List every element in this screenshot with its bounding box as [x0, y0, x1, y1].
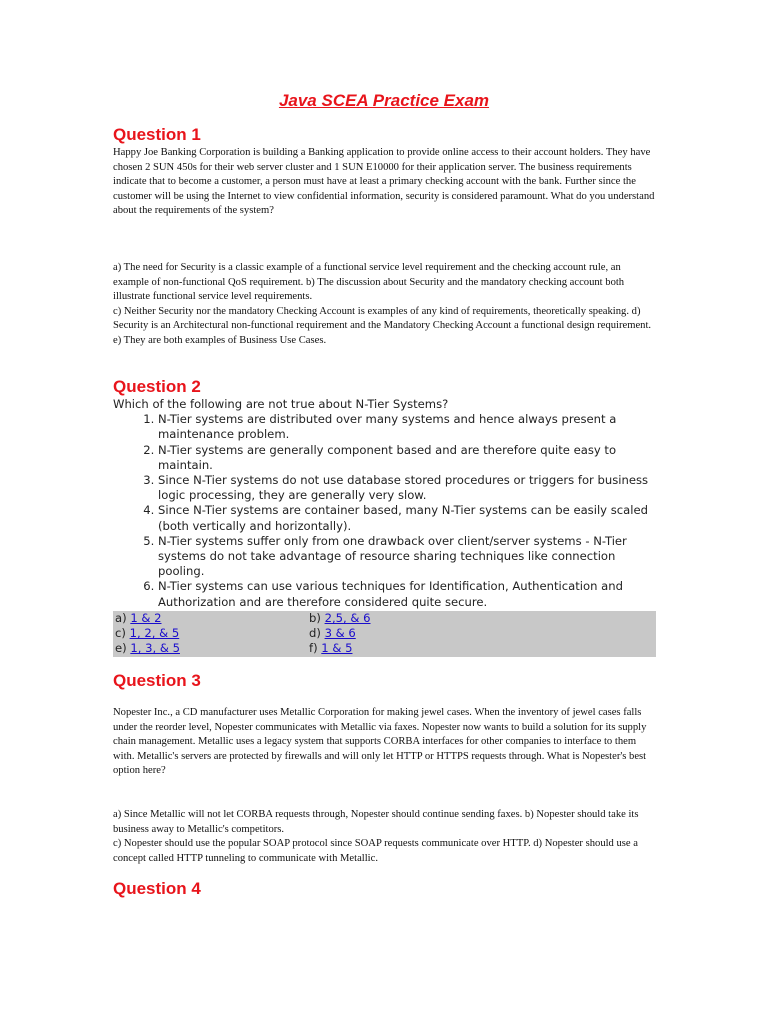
answer-f-link[interactable]: 1 & 5: [321, 641, 353, 656]
answer-letter: f): [309, 641, 318, 656]
list-item: 2. N-Tier systems are generally component based and are therefore quite easy to maintain.: [158, 443, 658, 473]
question-2-prompt: Which of the following are not true about N-Tier Systems?: [113, 397, 449, 411]
answer-e-link[interactable]: 1, 3, & 5: [130, 641, 180, 656]
question-3-option-ab: a) Since Metallic will not let CORBA requests through, Nopester should continue sending faxes. b) Nopester should take its business away to Metallic's competitors.: [113, 809, 639, 835]
question-1-option-e: e) They are both examples of Business Use Cases.: [113, 334, 327, 346]
list-item: 4. Since N-Tier systems are container based, many N-Tier systems can be easily scaled (both vertically and horizontally).: [158, 503, 658, 533]
answer-letter: c): [115, 626, 126, 641]
page-title: Java SCEA Practice Exam: [278, 91, 490, 110]
answer-a-link[interactable]: 1 & 2: [130, 611, 162, 625]
answer-b: [307, 611, 501, 626]
table-row: [113, 641, 656, 656]
question-3-text: [113, 706, 658, 779]
list-item: 6. N-Tier systems can use various techniques for Identification, Authentication and Authorization and are therefore considered quite secure.: [158, 579, 658, 609]
table-row: [113, 626, 656, 641]
question-2-answer-table: [113, 611, 656, 657]
answer-letter: a): [115, 611, 127, 625]
question-1-options: [113, 261, 658, 348]
answer-c-link[interactable]: 1, 2, & 5: [129, 626, 180, 641]
question-1-heading: Question 1: [113, 125, 201, 144]
question-2-list: [113, 412, 658, 610]
answer-a: [113, 611, 307, 626]
answer-letter: d): [309, 626, 321, 641]
table-row: [113, 611, 656, 626]
question-3-option-cd: c) Nopester should use the popular SOAP protocol since SOAP requests communicate over HTTP. d) Nopester should use a concept called HTTP tunneling to communicate with Metallic.: [113, 838, 638, 864]
question-2-heading: Question 2: [113, 377, 201, 396]
question-1-option-cd: c) Neither Security nor the mandatory Checking Account is examples of any kind of requirements, theoretically speaking. d) Security is an Architectural non-functional requirement and the Mandatory Checking Account a functional design requirement.: [113, 305, 652, 331]
question-4-heading: Question 4: [113, 879, 201, 898]
answer-f: [307, 641, 501, 656]
question-3-body: Nopester Inc., a CD manufacturer uses Metallic Corporation for making jewel cases. When the inventory of jewel cases falls under the reorder level, Nopester communicates with Metallic via faxes. Nopester now wants to build a solution for its supply chain management. Metallic uses a legacy system that supports CORBA interfaces for other companies to interface to them with. Metallic's servers are protected by firewalls and will only let HTTP or HTTPS requests through. What is Nopester's best option here?: [113, 707, 647, 776]
question-3-options: [113, 808, 658, 866]
list-item: 3. Since N-Tier systems do not use database stored procedures or triggers for business logic processing, they are generally very slow.: [158, 473, 658, 503]
list-item: 1. N-Tier systems are distributed over many systems and hence always present a maintenance problem.: [158, 412, 658, 442]
answer-d: [307, 626, 501, 641]
question-1-body: Happy Joe Banking Corporation is building a Banking application to provide online access to their account holders. They have chosen 2 SUN 450s for their web server cluster and 1 SUN E10000 for their application server. The business requirements indicate that to become a customer, a person must have at least a primary checking account with the bank. Further since the customer will be using the Internet to view confidential information, security is considered paramount. What do you understand about the requirements of the system?: [113, 147, 655, 216]
list-item: 5. N-Tier systems suffer only from one drawback over client/server systems - N-Tier systems do not take advantage of resource sharing techniques like connection pooling.: [158, 534, 658, 580]
answer-e: [113, 641, 307, 656]
answer-letter: e): [115, 641, 127, 656]
answer-c: [113, 626, 307, 641]
answer-b-link[interactable]: 2,5, & 6: [324, 611, 371, 625]
question-3-heading: Question 3: [113, 671, 201, 690]
question-2-body: [113, 397, 658, 610]
question-1-text: [113, 146, 658, 219]
answer-d-link[interactable]: 3 & 6: [324, 626, 356, 641]
question-1-option-ab: a) The need for Security is a classic example of a functional service level requirement and the checking account rule, an example of non-functional QoS requirement. b) The discussion about Security and the mandatory checking account both illustrate functional service level requirements.: [113, 262, 625, 302]
answer-letter: b): [309, 611, 321, 625]
